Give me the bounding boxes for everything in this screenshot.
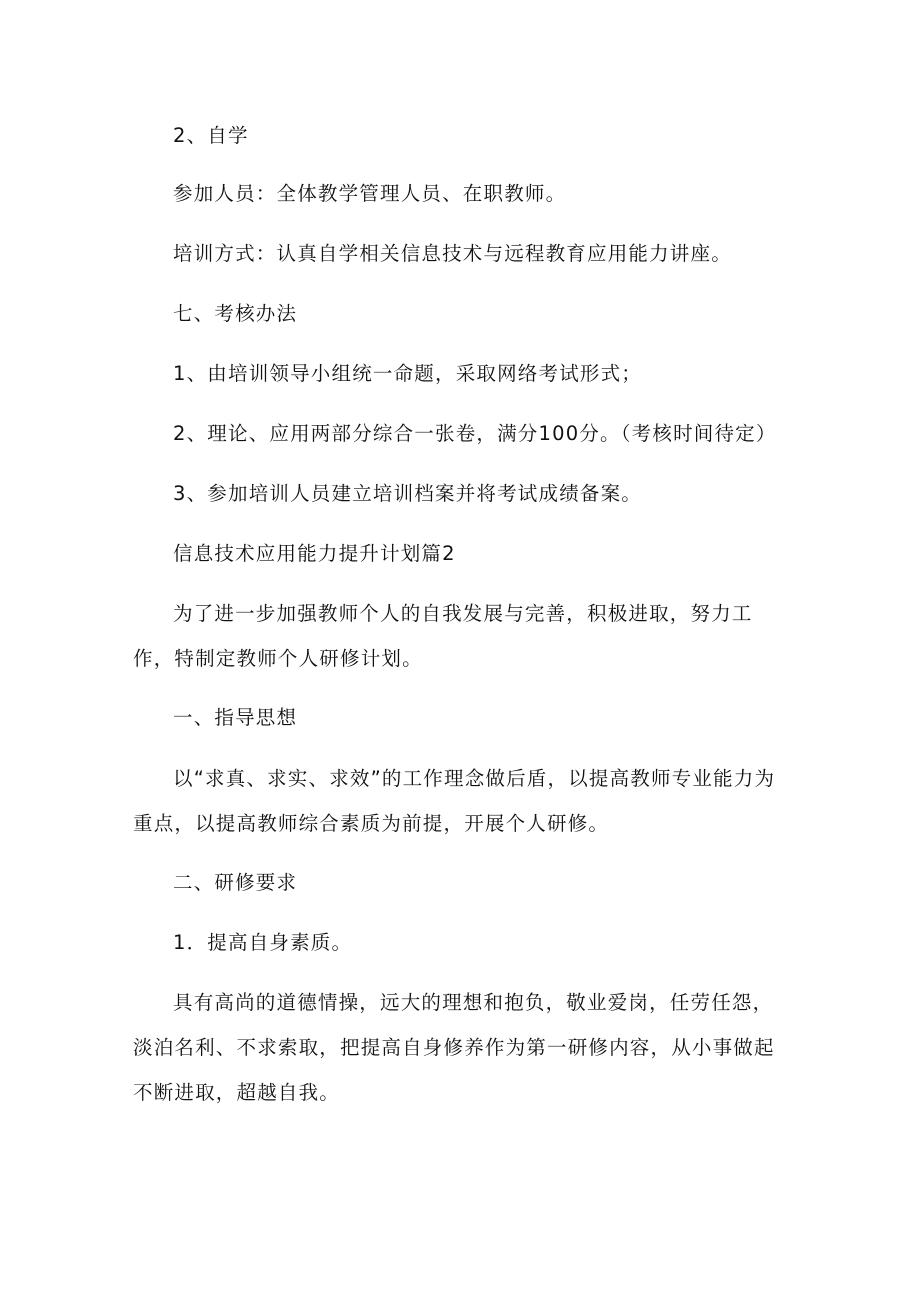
paragraph-assessment-item-1: 1、由培训领导小组统一命题，采取网络考试形式； [173, 362, 643, 385]
paragraph-assessment-item-3: 3、参加培训人员建立培训档案并将考试成绩备案。 [173, 482, 643, 505]
paragraph-assessment-item-2: 2、理论、应用两部分综合一张卷，满分100分。（考核时间待定） [173, 422, 777, 445]
paragraph-self-study-heading: 2、自学 [173, 124, 249, 147]
paragraph-intro: 为了进一步加强教师个人的自我发展与完善，积极进取，努力工作，特制定教师个人研修计划。 [133, 602, 753, 670]
paragraph-moral-qualities: 具有高尚的道德情操，远大的理想和抱负，敬业爱岗，任劳任怨，淡泊名利、不求索取，把提高自身修养作为第一研修内容，从小事做起不断进取，超越自我。 [133, 991, 775, 1104]
paragraph-assessment-heading: 七、考核办法 [173, 302, 298, 325]
document-body [133, 113, 793, 1115]
paragraph-requirements-heading: 二、研修要求 [173, 871, 298, 894]
paragraph-improve-quality: 1．提高自身素质。 [173, 931, 353, 954]
paragraph-participants: 参加人员：全体教学管理人员、在职教师。 [173, 182, 567, 205]
paragraph-guiding-ideas-heading: 一、指导思想 [173, 706, 298, 729]
section-title-plan-2: 信息技术应用能力提升计划篇2 [173, 542, 456, 565]
paragraph-training-method: 培训方式：认真自学相关信息技术与远程教育应用能力讲座。 [173, 242, 732, 265]
paragraph-guiding-ideas: 以“求真、求实、求效”的工作理念做后盾，以提高教师专业能力为重点，以提高教师综合素质为前提，开展个人研修。 [133, 767, 776, 835]
